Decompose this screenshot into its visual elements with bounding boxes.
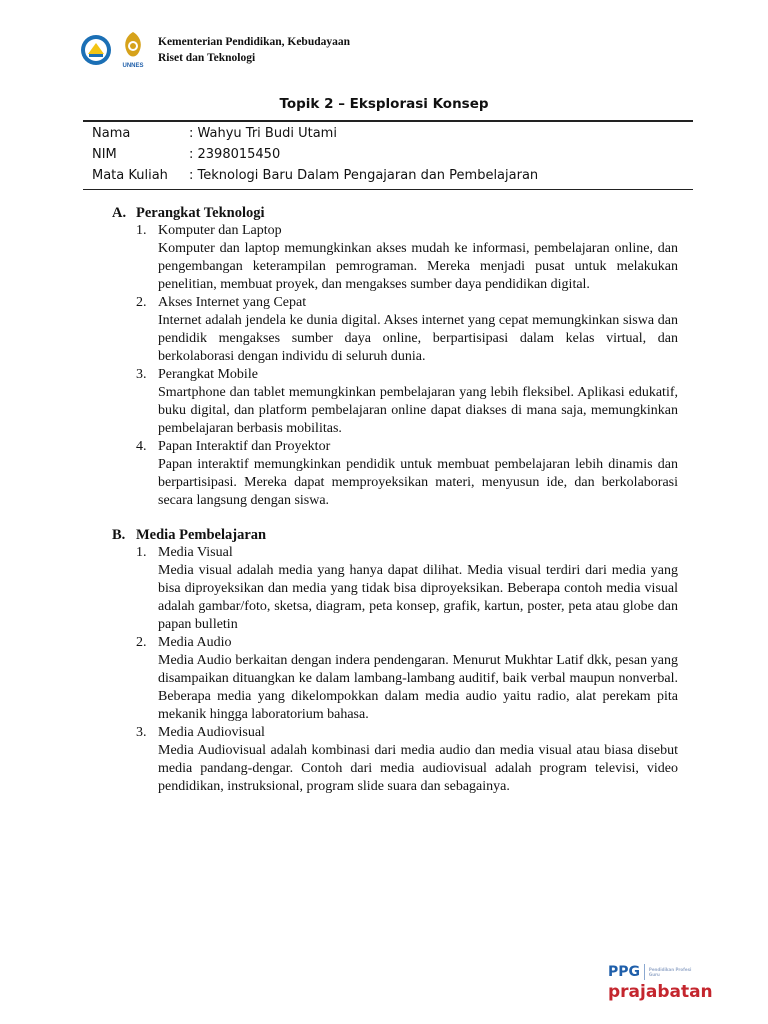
section-letter: B. (112, 527, 126, 543)
item-paragraph: Media visual adalah media yang hanya dapat dilihat. Media visual terdiri dari media yang bisa diproyeksikan dan media yang tidak bisa diproyeksikan. Beberapa contoh media visual adalah gambar/foto, sketsa, diagram, peta konsep, grafik, kartun, poster, peta atau globe dan papan bulletin (158, 563, 678, 632)
item-title: Perangkat Mobile (158, 367, 258, 382)
item-paragraph: Internet adalah jendela ke dunia digital. Akses internet yang cepat memungkinkan siswa dan pendidik mengakses sumber daya online, berpartisipasi dalam kelas virtual, dan berkolaborasi dengan individu di seluruh dunia. (158, 313, 678, 364)
list-item (136, 438, 678, 510)
item-number: 3. (136, 367, 147, 382)
list-item (136, 634, 678, 724)
section-heading (112, 204, 678, 222)
section-letter: A. (112, 205, 127, 221)
document-body (112, 204, 678, 796)
list-item (136, 724, 678, 796)
info-label: NIM (92, 147, 117, 162)
item-number: 1. (136, 545, 147, 560)
ppg-prajabatan-logo (608, 964, 713, 1008)
logo-divider (644, 964, 645, 980)
ppg-small-text: Pendidikan Profesi Guru (648, 967, 692, 977)
item-number: 4. (136, 439, 147, 454)
list-item (136, 222, 678, 294)
list-item (136, 544, 678, 634)
item-paragraph: Komputer dan laptop memungkinkan akses mudah ke informasi, pembelajaran online, dan pengembangan keterampilan pemrograman. Mereka menjadi pusat untuk melakukan penelitian, membuat proyek, dan mengakses sumber daya pendidikan digital. (158, 241, 678, 292)
item-number: 2. (136, 295, 147, 310)
kemdikbud-logo-icon (80, 34, 112, 66)
info-value: : Wahyu Tri Budi Utami (189, 126, 337, 141)
info-label: Mata Kuliah (92, 168, 168, 183)
item-title: Komputer dan Laptop (158, 223, 282, 238)
section-spacer (112, 510, 678, 526)
item-number: 1. (136, 223, 147, 238)
ppg-mark (608, 964, 698, 980)
item-title: Akses Internet yang Cepat (158, 295, 307, 310)
info-value: : 2398015450 (189, 147, 281, 162)
ministry-name (158, 34, 350, 66)
info-row-nim (83, 144, 693, 165)
ministry-line-1: Kementerian Pendidikan, Kebudayaan (158, 36, 351, 48)
document-header (80, 30, 350, 74)
info-row-mata-kuliah (83, 165, 693, 186)
item-title: Papan Interaktif dan Proyektor (158, 439, 331, 454)
section-heading (112, 526, 678, 544)
section-title: Perangkat Teknologi (136, 205, 265, 221)
info-label: Nama (92, 126, 131, 141)
info-value: : Teknologi Baru Dalam Pengajaran dan Pembelajaran (189, 168, 539, 183)
unnes-logo-icon (118, 30, 148, 70)
item-number: 3. (136, 725, 147, 740)
item-number: 2. (136, 635, 147, 650)
item-title: Media Visual (158, 545, 233, 560)
item-paragraph: Papan interaktif memungkinkan pendidik untuk membuat pembelajaran lebih dinamis dan berpartisipasi. Mereka dapat memproyeksikan materi, menyusun ide, dan berkolaborasi secara langsung dengan siswa. (158, 457, 678, 508)
item-title: Media Audiovisual (158, 725, 265, 740)
ppg-text: PPG (608, 964, 641, 980)
item-paragraph: Media Audio berkaitan dengan indera pendengaran. Menurut Mukhtar Latif dkk, pesan yang disampaikan dituangkan ke dalam lambang-lambang auditif, baik verbal maupun nonverbal. Beberapa media yang dikelompokkan dalam media audio yaitu radio, alat perekam pita mekanik hingga laboratorium bahasa. (158, 653, 678, 722)
item-paragraph: Media Audiovisual adalah kombinasi dari media audio dan media visual atau biasa disebut media pandang-dengar. Contoh dari media audiovisual adalah program televisi, video pendidikan, instruksional, program slide suara dan sebagainya. (158, 743, 678, 794)
info-row-nama (83, 123, 693, 144)
section-title: Media Pembelajaran (136, 527, 267, 543)
list-item (136, 366, 678, 438)
unnes-text: UNNES (122, 63, 144, 69)
list-item (136, 294, 678, 366)
ministry-line-2: Riset dan Teknologi (158, 52, 256, 64)
prajabatan-text: prajabatan (608, 982, 713, 1002)
item-paragraph: Smartphone dan tablet memungkinkan pembelajaran yang lebih fleksibel. Aplikasi edukatif, buku digital, dan platform pembelajaran online dapat diakses di mana saja, memungkinkan pembelajaran berbasis mobilitas. (158, 385, 678, 436)
item-title: Media Audio (158, 635, 232, 650)
document-title: Topik 2 – Eksplorasi Konsep (279, 96, 489, 112)
student-info-table (83, 120, 693, 190)
